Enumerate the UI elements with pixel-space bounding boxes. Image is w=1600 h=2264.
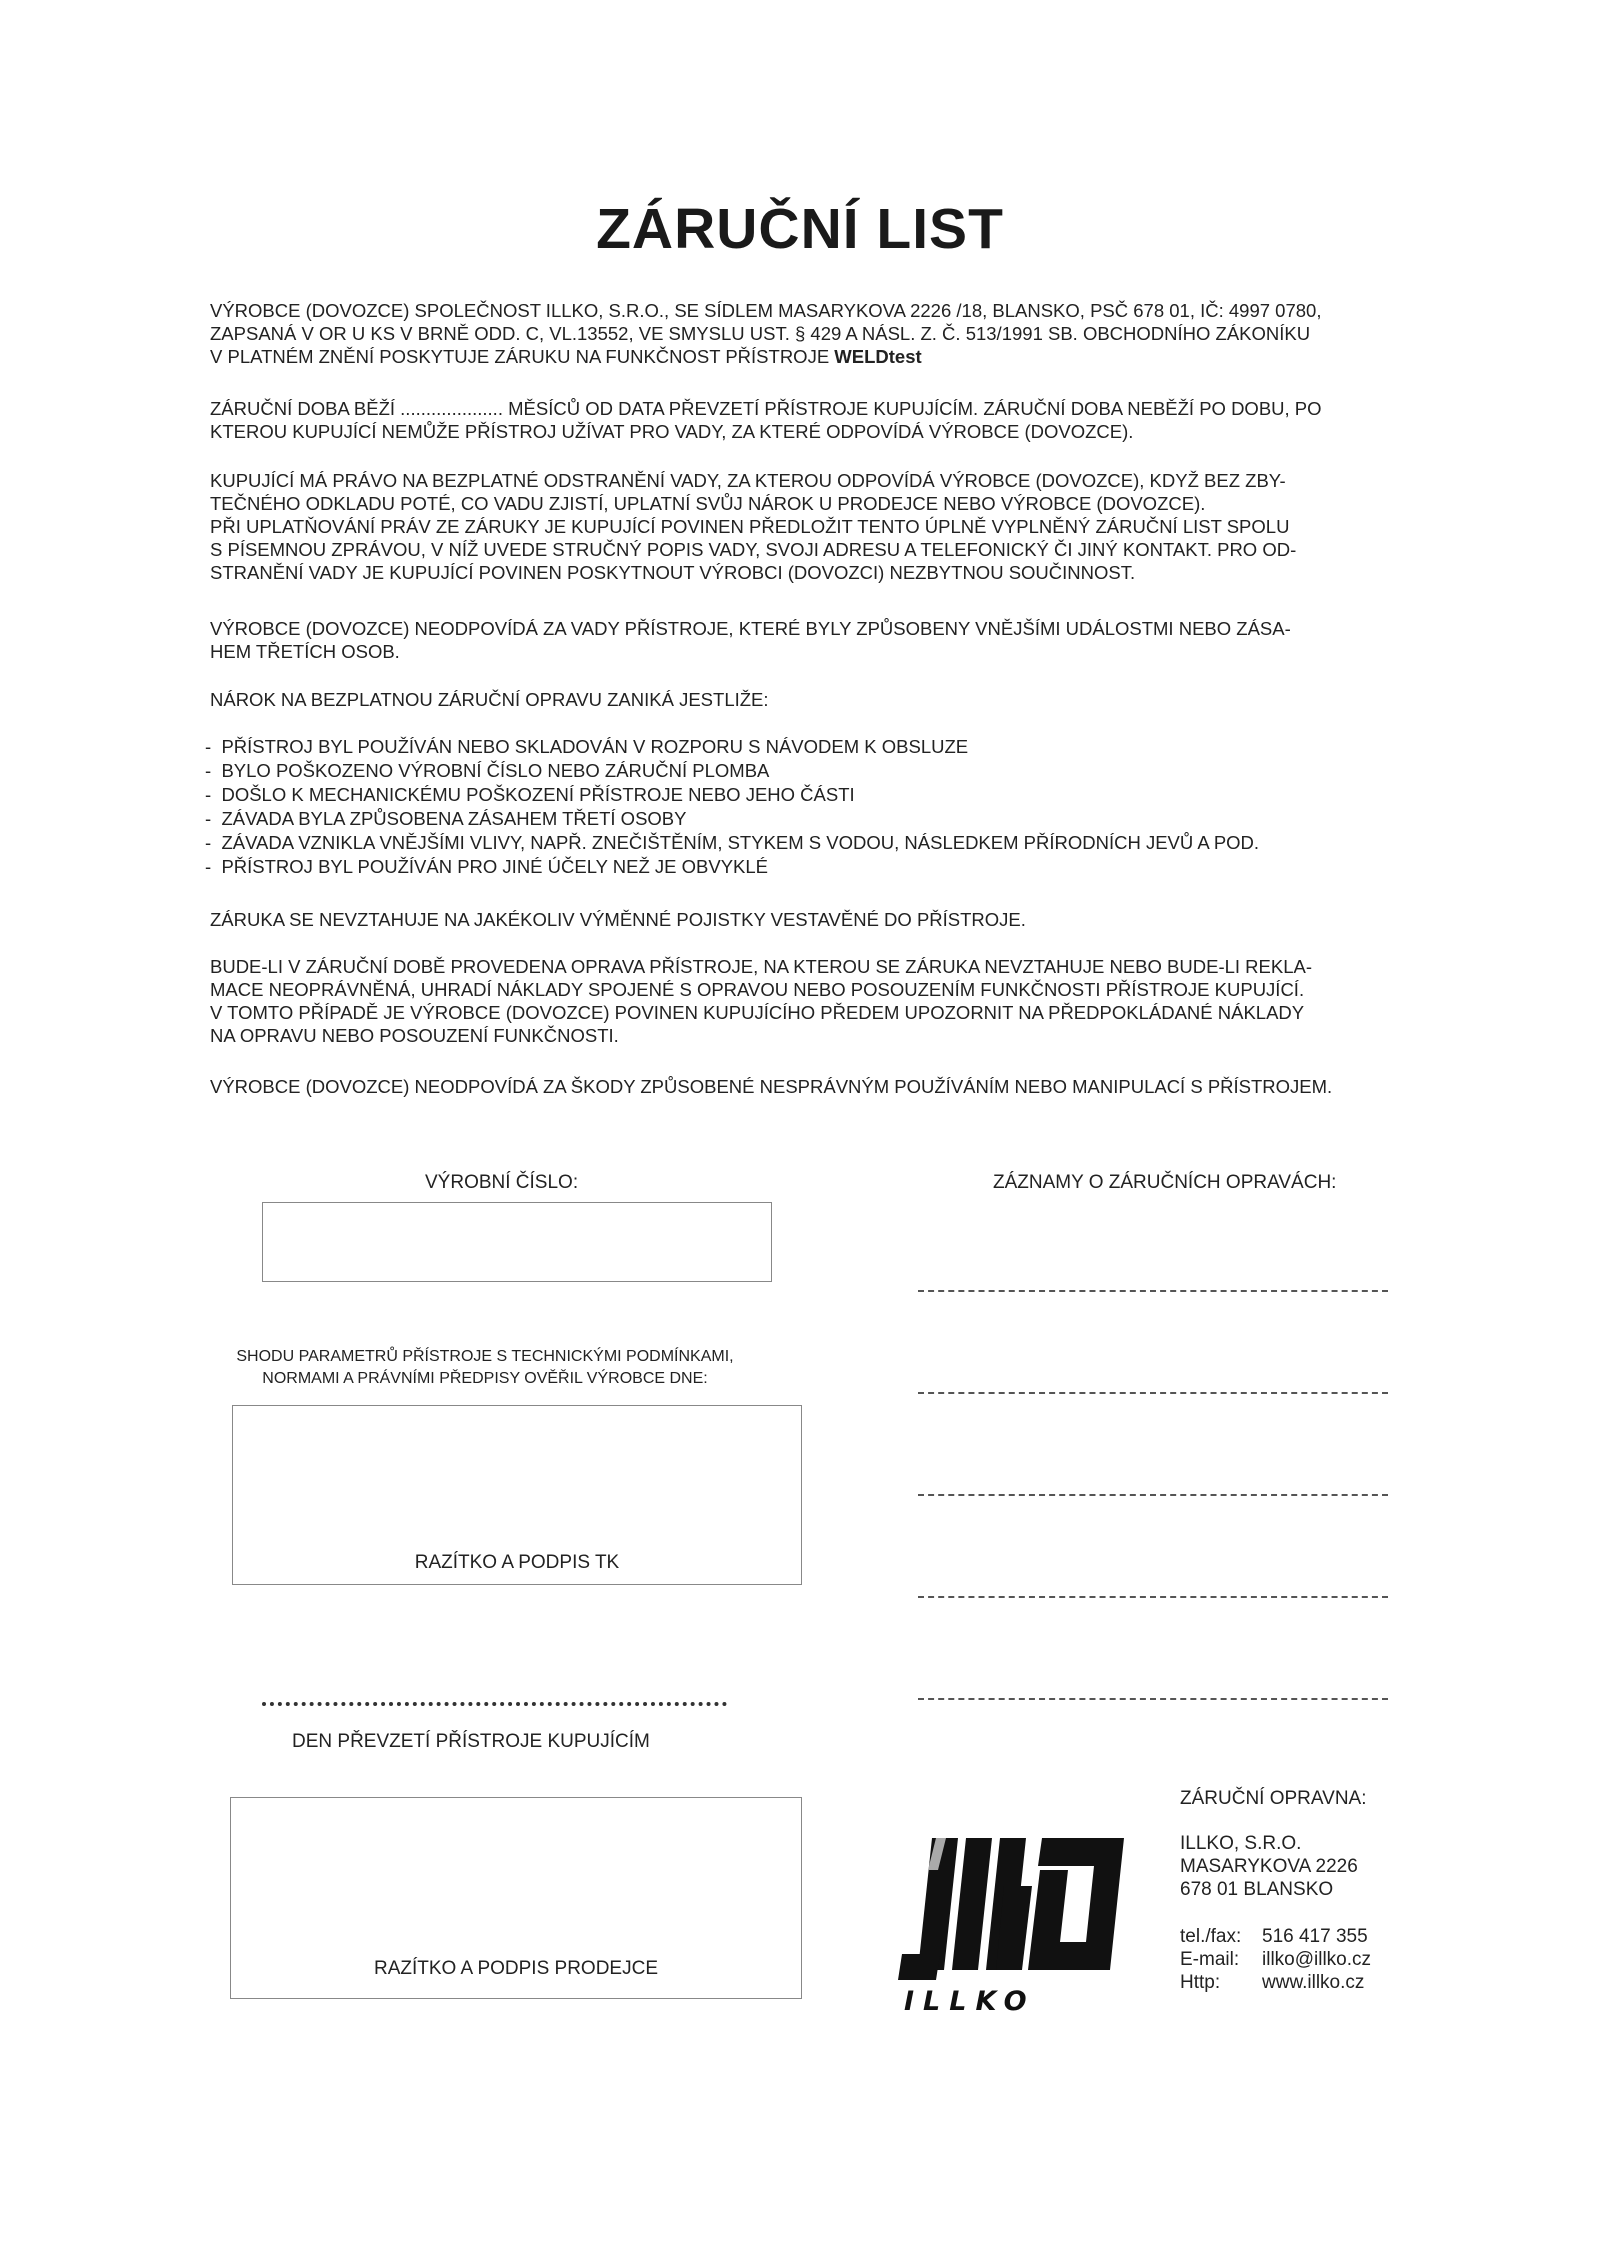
intro-line [210, 345, 1440, 368]
email-label: E-mail: [1180, 1949, 1240, 1970]
service-contacts [1180, 1925, 1371, 1994]
repair-paragraph [210, 955, 1440, 1047]
warranty-period-line: KTEROU KUPUJÍCÍ NEMŮŽE PŘÍSTROJ UŽÍVAT PRO VADY, ZA KTERÉ ODPOVÍDÁ VÝROBCE (DOVOZCE). [210, 421, 1134, 442]
email-row [1180, 1948, 1371, 1971]
repair-record-line[interactable] [918, 1698, 1388, 1700]
service-address [1180, 1832, 1358, 1901]
handover-date-line[interactable] [262, 1702, 727, 1706]
warranty-period-line: ZÁRUČNÍ DOBA BĚŽÍ .................... MĚSÍCŮ OD DATA PŘEVZETÍ PŘÍSTROJE KUPUJÍCÍM. ZÁRUČNÍ DOBA NEBĚŽÍ PO DOBU, PO [210, 398, 1322, 419]
stamp-tk-caption: RAZÍTKO A PODPIS TK [414, 1552, 620, 1573]
fuses-text: ZÁRUKA SE NEVZTAHUJE NA JAKÉKOLIV VÝMĚNNÉ POJISTKY VESTAVĚNÉ DO PŘÍSTROJE. [210, 909, 1026, 930]
list-item: - ZÁVADA VZNIKLA VNĚJŠÍMI VLIVY, NAPŘ. ZNEČIŠTĚNÍM, STYKEM S VODOU, NÁSLEDKEM PŘÍRODNÍCH JEVŮ A POD. [205, 831, 1435, 855]
claim-intro [210, 688, 1440, 711]
list-item: - BYLO POŠKOZENO VÝROBNÍ ČÍSLO NEBO ZÁRUČNÍ PLOMBA [205, 759, 1435, 783]
repair-line: BUDE-LI V ZÁRUČNÍ DOBĚ PROVEDENA OPRAVA PŘÍSTROJE, NA KTEROU SE ZÁRUKA NEVZTAHUJE NEBO BUDE-LI REKLA- [210, 956, 1313, 977]
intro-line: ZAPSANÁ V OR U KS V BRNĚ ODD. C, VL.13552, VE SMYSLU UST. § 429 A NÁSL. Z. Č. 513/1991 SB. OBCHODNÍHO ZÁKONÍKU [210, 323, 1311, 344]
repair-record-line[interactable] [918, 1290, 1388, 1292]
intro-line: VÝROBCE (DOVOZCE) SPOLEČNOST ILLKO, S.R.O., SE SÍDLEM MASARYKOVA 2226 /18, BLANSKO, PSČ 678 01, IČ: 4997 0780, [210, 300, 1322, 321]
service-heading: ZÁRUČNÍ OPRAVNA: [1180, 1788, 1367, 1809]
list-item: - DOŠLO K MECHANICKÉMU POŠKOZENÍ PŘÍSTROJE NEBO JEHO ČÁSTI [205, 783, 1435, 807]
repair-record-line[interactable] [918, 1494, 1388, 1496]
serial-number-field[interactable] [262, 1202, 772, 1282]
service-city: 678 01 BLANSKO [1180, 1879, 1334, 1900]
product-name: WELDtest [834, 346, 922, 367]
web-label: Http: [1180, 1972, 1221, 1993]
external-events-paragraph [210, 617, 1440, 663]
compliance-line: SHODU PARAMETRŮ PŘÍSTROJE S TECHNICKÝMI PODMÍNKAMI, [236, 1348, 734, 1365]
claim-intro-text: NÁROK NA BEZPLATNOU ZÁRUČNÍ OPRAVU ZANIKÁ JESTLIŽE: [210, 689, 769, 710]
compliance-text [180, 1346, 790, 1390]
intro-line-text: V PLATNÉM ZNĚNÍ POSKYTUJE ZÁRUKU NA FUNKČNOST PŘÍSTROJE [210, 346, 835, 367]
claim-conditions-list [205, 735, 1435, 879]
handover-date-label: DEN PŘEVZETÍ PŘÍSTROJE KUPUJÍCÍM [292, 1731, 650, 1752]
compliance-line: NORMAMI A PRÁVNÍMI PŘEDPISY OVĚŘIL VÝROBCE DNE: [262, 1370, 708, 1387]
external-line: VÝROBCE (DOVOZCE) NEODPOVÍDÁ ZA VADY PŘÍSTROJE, KTERÉ BYLY ZPŮSOBENY VNĚJŠÍMI UDÁLOSTMI NEBO ZÁSA- [210, 618, 1291, 639]
stamp-tk-box[interactable] [232, 1405, 802, 1585]
rights-line: STRANĚNÍ VADY JE KUPUJÍCÍ POVINEN POSKYTNOUT VÝROBCI (DOVOZCI) NEZBYTNOU SOUČINNOST. [210, 562, 1136, 583]
rights-line: PŘI UPLATŇOVÁNÍ PRÁV ZE ZÁRUKY JE KUPUJÍCÍ POVINEN PŘEDLOŽIT TENTO ÚPLNĚ VYPLNĚNÝ ZÁRUČNÍ LIST SPOLU [210, 516, 1290, 537]
rights-line: KUPUJÍCÍ MÁ PRÁVO NA BEZPLATNÉ ODSTRANĚNÍ VADY, ZA KTEROU ODPOVÍDÁ VÝROBCE (DOVOZCE), KDYŽ BEZ ZBY- [210, 470, 1286, 491]
buyer-rights-paragraph [210, 469, 1440, 584]
repair-records-label: ZÁZNAMY O ZÁRUČNÍCH OPRAVÁCH: [993, 1172, 1337, 1193]
page-title: ZÁRUČNÍ LIST [596, 197, 1004, 261]
list-item: - ZÁVADA BYLA ZPŮSOBENA ZÁSAHEM TŘETÍ OSOBY [205, 807, 1435, 831]
repair-record-line[interactable] [918, 1392, 1388, 1394]
service-street: MASARYKOVA 2226 [1180, 1856, 1358, 1877]
repair-line: V TOMTO PŘÍPADĚ JE VÝROBCE (DOVOZCE) POVINEN KUPUJÍCÍHO PŘEDEM UPOZORNIT NA PŘEDPOKLÁDANÉ NÁKLADY [210, 1002, 1305, 1023]
list-item: - PŘÍSTROJ BYL POUŽÍVÁN PRO JINÉ ÚČELY NEŽ JE OBVYKLÉ [205, 855, 1435, 879]
phone-value: 516 417 355 [1262, 1926, 1368, 1947]
damages-text: VÝROBCE (DOVOZCE) NEODPOVÍDÁ ZA ŠKODY ZPŮSOBENÉ NESPRÁVNÝM POUŽÍVÁNÍM NEBO MANIPULACÍ S PŘÍSTROJEM. [210, 1076, 1333, 1097]
phone-row [1180, 1925, 1371, 1948]
warranty-period-paragraph [210, 397, 1440, 443]
phone-label: tel./fax: [1180, 1926, 1242, 1947]
rights-line: TEČNÉHO ODKLADU POTÉ, CO VADU ZJISTÍ, UPLATNÍ SVŮJ NÁROK U PRODEJCE NEBO VÝROBCE (DOVOZCE). [210, 493, 1206, 514]
web-row [1180, 1971, 1371, 1994]
rights-line: S PÍSEMNOU ZPRÁVOU, V NÍŽ UVEDE STRUČNÝ POPIS VADY, SVOJI ADRESU A TELEFONICKÝ ČI JINÝ KONTAKT. PRO OD- [210, 539, 1297, 560]
stamp-seller-caption: RAZÍTKO A PODPIS PRODEJCE [373, 1958, 658, 1979]
repair-record-line[interactable] [918, 1596, 1388, 1598]
service-name: ILLKO, S.R.O. [1180, 1833, 1302, 1854]
intro-paragraph [210, 299, 1440, 368]
damages-paragraph [210, 1075, 1440, 1098]
repair-line: MACE NEOPRÁVNĚNÁ, UHRADÍ NÁKLADY SPOJENÉ S OPRAVOU NEBO POSOUZENÍM FUNKČNOSTI PŘÍSTROJE KUPUJÍCÍ. [210, 979, 1305, 1000]
repair-line: NA OPRAVU NEBO POSOUZENÍ FUNKČNOSTI. [210, 1025, 619, 1046]
logo-wordmark: ILLKO [904, 1986, 1036, 2017]
serial-number-label: VÝROBNÍ ČÍSLO: [425, 1172, 579, 1193]
web-value[interactable]: www.illko.cz [1262, 1972, 1365, 1993]
fuses-paragraph [210, 908, 1440, 931]
stamp-seller-box[interactable] [230, 1797, 802, 1999]
email-value[interactable]: illko@illko.cz [1262, 1949, 1372, 1970]
list-item: - PŘÍSTROJ BYL POUŽÍVÁN NEBO SKLADOVÁN V ROZPORU S NÁVODEM K OBSLUZE [205, 735, 1435, 759]
illko-logo [892, 1830, 1126, 2020]
external-line: HEM TŘETÍCH OSOB. [210, 641, 400, 662]
